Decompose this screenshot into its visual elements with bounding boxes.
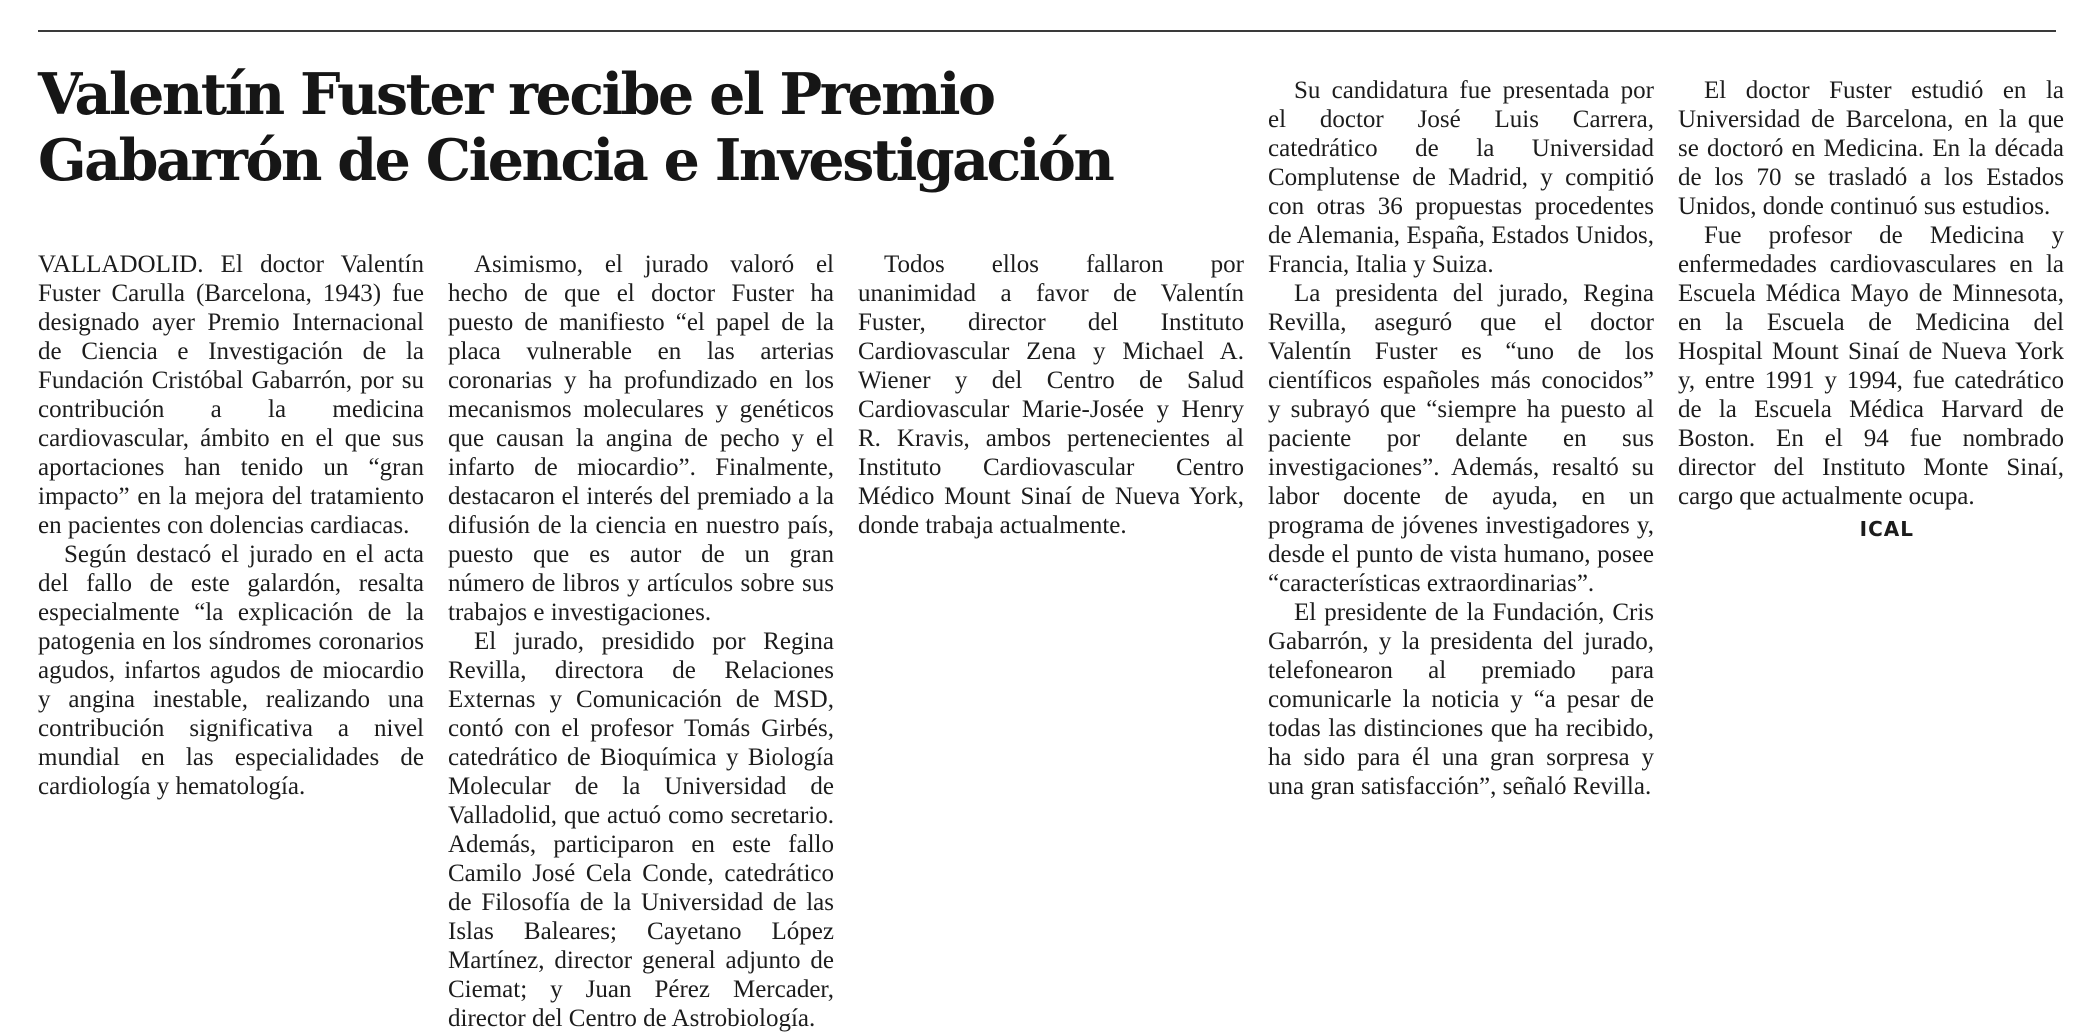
article-paragraph: Asimismo, el jurado valoró el hecho de que el doctor Fuster ha puesto de manifiesto “el papel de la placa vulnerable en las arterias coronarias y ha profundizado en los mecanismos moleculares y genéticos que causan la angina de pecho y el infarto de miocardio”. Finalmente, destacaron el interés del premiado a la difusión de la ciencia en nuestro país, puesto que es autor de un gran número de libros y artículos sobre sus trabajos e investigaciones. xyxy=(448,251,834,626)
article-paragraph: VALLADOLID. El doctor Valentín Fuster Carulla (Barcelona, 1943) fue designado ayer Premio Internacional de Ciencia e Investigación de la Fundación Cristóbal Gabarrón, por su contribución a la medicina cardiovascular, ámbito en el que sus aportaciones han tenido un “gran impacto” en la mejora del tratamiento en pacientes con dolencias cardiacas. xyxy=(38,251,424,539)
headline-line-2: Gabarrón de Ciencia e Investigación xyxy=(38,127,1113,194)
article-paragraph: Todos ellos fallaron por unanimidad a favor de Valentín Fuster, director del Instituto Cardiovascular Zena y Michael A. Wiener y del Centro de Salud Cardiovascular Marie-Josée y Henry R. Kravis, ambos pertenecientes al Instituto Cardiovascular Centro Médico Mount Sinaí de Nueva York, donde trabaja actualmente. xyxy=(858,251,1244,539)
column-5 xyxy=(1678,76,2064,810)
article-paragraph: Su candidatura fue presentada por el doctor José Luis Carrera, catedrático de la Universidad Complutense de Madrid, y compitió con otras 36 propuestas procedentes de Alemania, España, Estados Unidos, Francia, Italia y Suiza. xyxy=(1268,77,1654,278)
headline-line-1: Valentín Fuster recibe el Premio xyxy=(38,61,994,128)
column-1 xyxy=(38,250,424,810)
dateline: VALLADOLID. xyxy=(38,251,204,278)
headline xyxy=(38,62,1238,194)
article-paragraph: El doctor Fuster estudió en la Universidad de Barcelona, en la que se doctoró en Medicina. En la década de los 70 se trasladó a los Estados Unidos, donde continuó sus estudios. xyxy=(1678,77,2064,220)
article-paragraph: El presidente de la Fundación, Cris Gabarrón, y la presidenta del jurado, telefonearon al premiado para comunicarle la noticia y “a pesar de todas las distinciones que ha recibido, ha sido para él una gran sorpresa y una gran satisfacción”, señaló Revilla. xyxy=(1268,599,1654,800)
byline: ICAL xyxy=(1859,517,1914,541)
article-paragraph: La presidenta del jurado, Regina Revilla, aseguró que el doctor Valentín Fuster es “uno de los científicos españoles más conocidos” y subrayó que “siempre ha puesto al paciente por delante en sus investigaciones”. Además, resaltó su labor docente de ayuda, en un programa de jóvenes investigadores y, desde el punto de vista humano, posee “características extraordinarias”. xyxy=(1268,280,1654,597)
article-paragraph: El jurado, presidido por Regina Revilla, directora de Relaciones Externas y Comunicación de MSD, contó con el profesor Tomás Girbés, catedrático de Bioquímica y Biología Molecular de la Universidad de Valladolid, que actuó como secretario. Además, participaron en este fallo Camilo José Cela Conde, catedrático de Filosofía de la Universidad de las Islas Baleares; Cayetano López Martínez, director general adjunto de Ciemat; y Juan Pérez Mercader, director del Centro de Astrobiología. xyxy=(448,628,834,1032)
article-paragraph: Fue profesor de Medicina y enfermedades cardiovasculares en la Escuela Médica Mayo de Minnesota, en la Escuela de Medicina del Hospital Mount Sinaí de Nueva York y, entre 1991 y 1994, fue catedrático de la Escuela Médica Harvard de Boston. En el 94 fue nombrado director del Instituto Monte Sinaí, cargo que actualmente ocupa. xyxy=(1678,222,2064,510)
column-2 xyxy=(448,250,834,1032)
article-paragraph: Según destacó el jurado en el acta del fallo de este galardón, resalta especialmente “la explicación de la patogenia en los síndromes coronarios agudos, infartos agudos de miocardio y angina inestable, realizando una contribución significativa a nivel mundial en las especialidades de cardiología y hematología. xyxy=(38,541,424,800)
top-rule xyxy=(38,30,2056,32)
column-4 xyxy=(1268,76,1654,810)
column-3 xyxy=(858,250,1244,810)
